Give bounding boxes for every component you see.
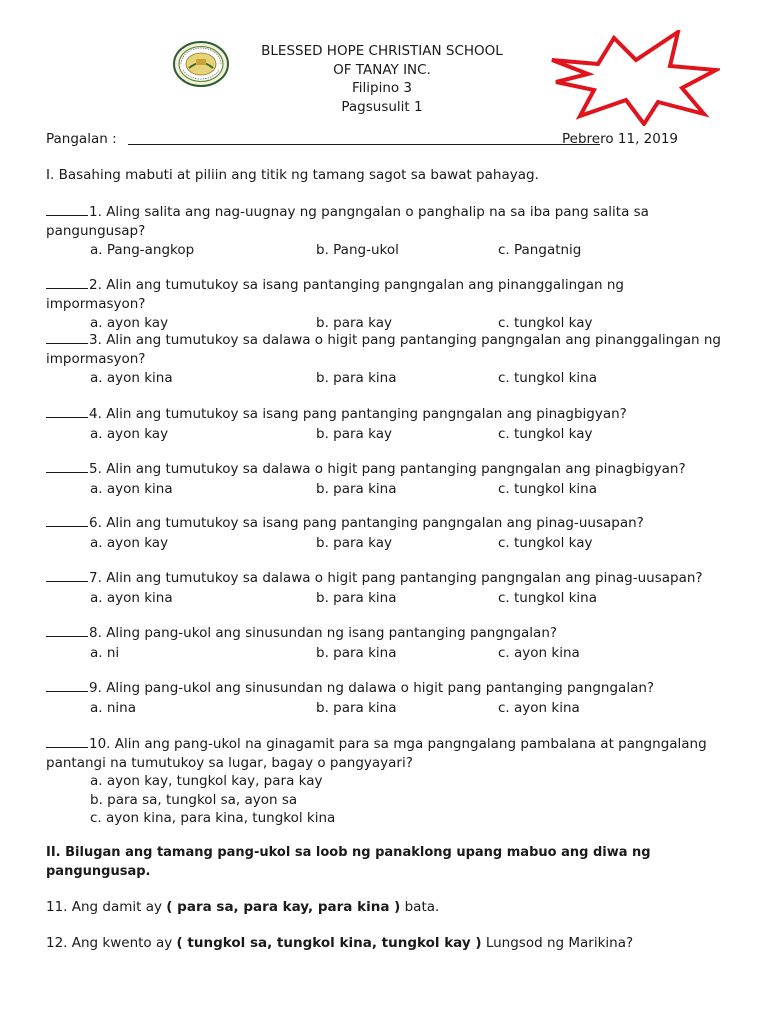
option-c: c. ayon kina, para kina, tungkol kina xyxy=(90,810,336,826)
subject-title: Filipino 3 xyxy=(351,80,413,96)
option-a: a. ayon kay, tungkol kay, para kay xyxy=(90,773,323,789)
option-a: a. ni xyxy=(90,644,120,661)
option-b: b. para sa, tungkol sa, ayon sa xyxy=(90,791,298,808)
answer-blank[interactable] xyxy=(46,513,88,527)
answer-blank[interactable] xyxy=(46,202,88,216)
option-b: b. para kina xyxy=(316,370,397,386)
red-starburst-icon xyxy=(548,30,720,126)
question-7: 7. Alin ang tumutukoy sa dalawa o higit pang pantanging pangngalan ang pinag-uusapan? a. ayon kina b. para kina c. tungkol kina xyxy=(46,568,726,607)
question-6: 6. Alin ang tumutukoy sa isang pang pantanging pangngalan ang pinag-uusapan? a. ayon kay b. para kay c. tungkol kay xyxy=(46,513,726,552)
school-name-line2: OF TANAY INC. xyxy=(333,61,431,78)
answer-blank[interactable] xyxy=(46,275,88,289)
school-header xyxy=(222,42,542,116)
item-12-choices[interactable]: ( tungkol sa, tungkol kina, tungkol kay ) xyxy=(176,935,482,951)
option-c: c. tungkol kina xyxy=(498,480,598,497)
answer-blank[interactable] xyxy=(46,459,88,473)
option-a: a. nina xyxy=(90,699,136,716)
school-name-line1: BLESSED HOPE CHRISTIAN SCHOOL xyxy=(261,43,503,59)
option-c: c. tungkol kina xyxy=(498,589,598,606)
option-a: a. ayon kina xyxy=(90,480,173,497)
option-b: b. para kina xyxy=(316,699,397,716)
part1-instructions: I. Basahing mabuti at piliin ang titik ng tamang sagot sa bawat pahayag. xyxy=(46,167,539,183)
question-3: 3. Alin ang tumutukoy sa dalawa o higit pang pantanging pangngalan ang pinanggalingan ng impormasyon? a. ayon kina b. para kina c. tungkol kina xyxy=(46,332,722,386)
name-label: Pangalan : xyxy=(46,131,117,147)
question-8: 8. Aling pang-ukol ang sinusundan ng isang pantanging pangngalan? a. ni b. para kina c. ayon kina xyxy=(46,623,726,662)
option-c: c. Pangatnig xyxy=(498,242,582,258)
test-title: Pagsusulit 1 xyxy=(341,98,423,115)
option-a: a. Pang-angkop xyxy=(90,242,195,258)
option-c: c. tungkol kay xyxy=(498,534,593,551)
option-c: c. tungkol kay xyxy=(498,425,593,442)
option-c: c. tungkol kay xyxy=(498,315,593,331)
option-a: a. ayon kina xyxy=(90,589,173,606)
question-4: 4. Alin ang tumutukoy sa isang pang pantanging pangngalan ang pinagbigyan? a. ayon kay b. para kay c. tungkol kay xyxy=(46,404,726,443)
part2-instructions: II. Bilugan ang tamang pang-ukol sa loob ng panaklong upang mabuo ang diwa ng pangungusap. xyxy=(46,845,651,879)
option-b: b. para kina xyxy=(316,644,397,661)
item-12: 12. Ang kwento ay ( tungkol sa, tungkol kina, tungkol kay ) Lungsod ng Marikina? xyxy=(46,935,634,951)
option-c: c. ayon kina xyxy=(498,699,580,716)
option-a: a. ayon kina xyxy=(90,370,173,386)
test-date: Pebrero 11, 2019 xyxy=(562,131,679,147)
answer-blank[interactable] xyxy=(46,404,88,418)
option-b: b. para kina xyxy=(316,589,397,606)
answer-blank[interactable] xyxy=(46,623,88,637)
answer-blank[interactable] xyxy=(46,568,88,582)
answer-blank[interactable] xyxy=(46,734,88,748)
option-c: c. ayon kina xyxy=(498,644,580,661)
option-b: b. para kay xyxy=(316,425,392,442)
option-b: b. Pang-ukol xyxy=(316,242,399,258)
question-10: 10. Alin ang pang-ukol na ginagamit para sa mga pangngalang pambalana at pangngalang pantangi na tumutukoy sa lugar, bagay o pangyayari? a. ayon kay, tungkol kay, para kay b. para sa, tungkol sa, ayon sa c. ayon kina, para kina, tungkol kina xyxy=(46,734,726,828)
option-b: b. para kay xyxy=(316,315,392,331)
answer-blank[interactable] xyxy=(46,330,88,344)
name-date-row xyxy=(46,130,726,148)
option-a: a. ayon kay xyxy=(90,315,169,331)
option-b: b. para kina xyxy=(316,480,397,497)
question-1: 1. Aling salita ang nag-uugnay ng pangngalan o panghalip na sa iba pang salita sa pangungusap? a. Pang-angkop b. Pang-ukol c. Pangatnig xyxy=(46,204,649,258)
question-5: 5. Alin ang tumutukoy sa dalawa o higit pang pantanging pangngalan ang pinagbigyan? a. ayon kina b. para kina c. tungkol kina xyxy=(46,459,726,498)
question-2: 2. Alin ang tumutukoy sa isang pantanging pangngalan ang pinanggalingan ng impormasyon? a. ayon kay b. para kay c. tungkol kay xyxy=(46,277,624,331)
question-9: 9. Aling pang-ukol ang sinusundan ng dalawa o higit pang pantanging pangngalan? a. nina b. para kina c. ayon kina xyxy=(46,678,726,717)
part2-roman: II. xyxy=(46,845,61,860)
item-11-choices[interactable]: ( para sa, para kay, para kina ) xyxy=(166,899,401,915)
answer-blank[interactable] xyxy=(46,678,88,692)
name-blank-line[interactable] xyxy=(128,144,600,145)
option-a: a. ayon kay xyxy=(90,425,169,442)
option-c: c. tungkol kina xyxy=(498,370,598,386)
option-a: a. ayon kay xyxy=(90,534,169,551)
option-b: b. para kay xyxy=(316,534,392,551)
item-11: 11. Ang damit ay ( para sa, para kay, para kina ) bata. xyxy=(46,899,440,915)
